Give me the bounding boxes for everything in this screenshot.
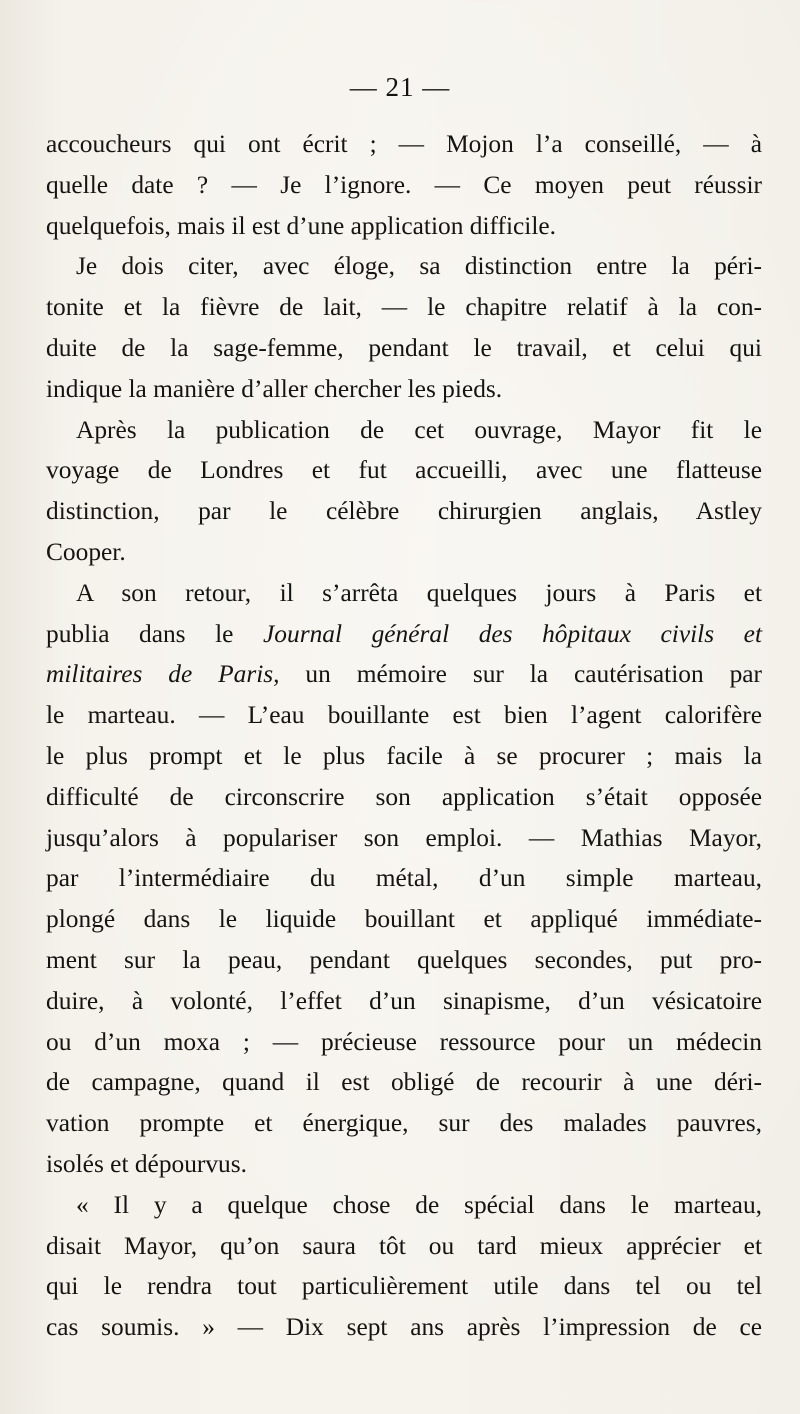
- text-line: Après la publication de cet ouvrage, Mayor fit le: [76, 415, 762, 444]
- text-line: qui le rendra tout particulièrement utile dans tel ou tel: [46, 1272, 762, 1301]
- text-line: A son retour, il s’arrêta quelques jours à Paris et: [76, 578, 762, 607]
- text-line: disait Mayor, qu’on saura tôt ou tard mieux apprécier et: [46, 1231, 762, 1260]
- text-line: [46, 654, 762, 695]
- text-line: indique la manière d’aller chercher les pieds.: [46, 374, 503, 403]
- text-line: Je dois citer, avec éloge, sa distinction entre la péri-: [76, 252, 762, 281]
- text-line: quelle date ? — Je l’ignore. — Ce moyen peut réussir: [46, 170, 762, 199]
- text-line: difficulté de circonscrire son application s’était opposée: [46, 782, 762, 811]
- journal-title-italic: militaires de Paris,: [46, 660, 280, 689]
- text-line: [46, 614, 762, 655]
- text-line: de campagne, quand il est obligé de recourir à une déri-: [46, 1068, 762, 1097]
- text-line: Cooper.: [46, 537, 126, 566]
- text-line: par l’intermédiaire du métal, d’un simple marteau,: [46, 864, 762, 893]
- text-line: tonite et la fièvre de lait, — le chapitre relatif à la con-: [46, 293, 762, 322]
- text-run: un mémoire sur la cautérisation par: [279, 660, 762, 689]
- text-line: accoucheurs qui ont écrit ; — Mojon l’a conseillé, — à: [46, 130, 762, 158]
- text-line: quelquefois, mais il est d’une application difficile.: [46, 211, 557, 240]
- text-line: plongé dans le liquide bouillant et appliqué immédiate-: [46, 905, 762, 934]
- text-line: distinction, par le célèbre chirurgien anglais, Astley: [46, 497, 762, 526]
- text-run: publia dans le: [46, 619, 264, 648]
- text-line: jusqu’alors à populariser son emploi. — Mathias Mayor,: [46, 823, 762, 852]
- journal-title-italic: Journal général des hôpitaux civils et: [263, 619, 762, 648]
- text-line: voyage de Londres et fut accueilli, avec une flatteuse: [46, 456, 762, 485]
- text-line: ment sur la peau, pendant quelques secondes, put pro-: [46, 945, 762, 974]
- page-number: — 21 —: [349, 72, 451, 102]
- text-line: isolés et dépourvus.: [46, 1149, 247, 1178]
- text-line: ou d’un moxa ; — précieuse ressource pour un médecin: [46, 1027, 762, 1056]
- text-line: vation prompte et énergique, sur des malades pauvres,: [46, 1109, 762, 1138]
- text-line: duite de la sage-femme, pendant le travail, et celui qui: [46, 333, 762, 362]
- text-line: le marteau. — L’eau bouillante est bien l’agent calorifère: [46, 701, 762, 730]
- text-line: le plus prompt et le plus facile à se procurer ; mais la: [46, 741, 762, 770]
- body-text: [46, 124, 762, 1348]
- text-line: cas soumis. » — Dix sept ans après l’impression de ce: [46, 1313, 762, 1342]
- text-line: duire, à volonté, l’effet d’un sinapisme, d’un vésicatoire: [46, 986, 762, 1015]
- text-line: « Il y a quelque chose de spécial dans le marteau,: [76, 1190, 762, 1219]
